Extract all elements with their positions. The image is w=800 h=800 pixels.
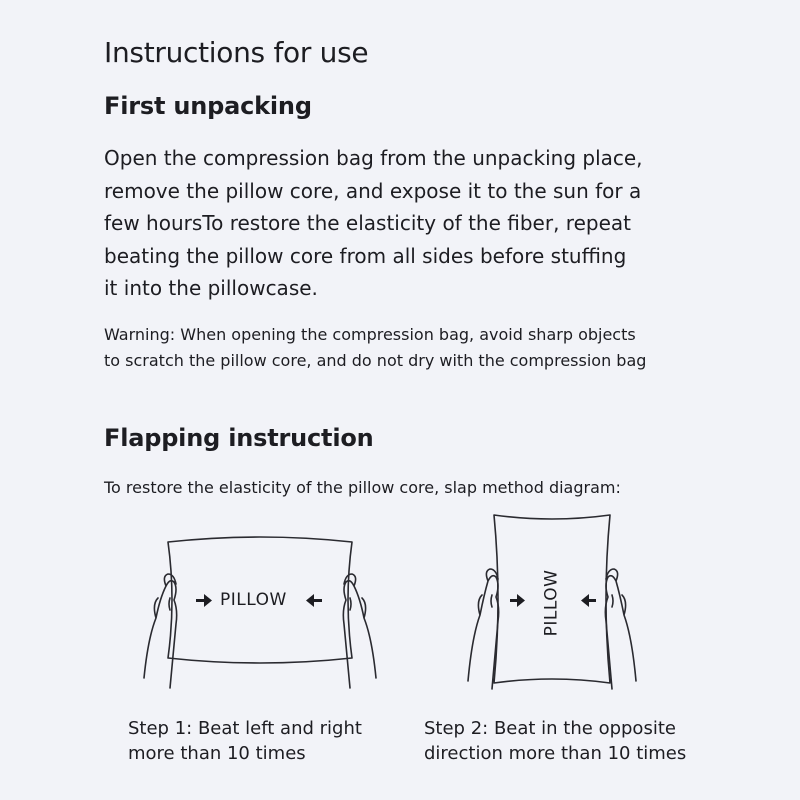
pillow-label-vertical: PILLOW — [541, 569, 562, 637]
paragraph-line: beating the pillow core from all sides before stuffing — [104, 243, 627, 268]
diagram-step1-illustration — [140, 528, 380, 708]
slap-diagram-step2 — [460, 505, 660, 705]
step1-line: Step 1: Beat left and right — [128, 718, 362, 739]
step2-caption — [424, 716, 686, 766]
flapping-intro: To restore the elasticity of the pillow core, slap method diagram: — [104, 478, 621, 497]
step1-caption — [128, 716, 362, 766]
arrow-right-icon — [196, 594, 212, 607]
step2-line: direction more than 10 times — [424, 743, 687, 764]
right-hand-icon — [605, 569, 636, 689]
paragraph-line: it into the pillowcase. — [104, 276, 318, 300]
left-hand-icon — [468, 569, 499, 689]
step2-line: Step 2: Beat in the opposite — [424, 718, 676, 739]
arrow-right-icon — [510, 594, 525, 607]
warning-note — [104, 322, 724, 374]
paragraph-line: remove the pillow core, and expose it to the sun for a — [104, 178, 642, 203]
paragraph-line: Open the compression bag from the unpacking place, — [104, 146, 643, 170]
flapping-heading: Flapping instruction — [104, 424, 374, 452]
page-title: Instructions for use — [104, 36, 369, 69]
first-unpacking-paragraph — [104, 142, 704, 305]
warning-line: to scratch the pillow core, and do not dry with the compression bag — [104, 351, 647, 370]
warning-line: Warning: When opening the compression bag, avoid sharp objects — [104, 325, 636, 344]
step1-line: more than 10 times — [128, 743, 306, 764]
first-unpacking-heading: First unpacking — [104, 92, 312, 120]
arrow-left-icon — [581, 594, 596, 607]
slap-diagram-step1 — [140, 528, 380, 708]
pillow-label-horizontal: PILLOW — [220, 590, 287, 610]
paragraph-line: few hoursTo restore the elasticity of the fiber, repeat — [104, 211, 631, 235]
arrow-left-icon — [306, 594, 322, 607]
